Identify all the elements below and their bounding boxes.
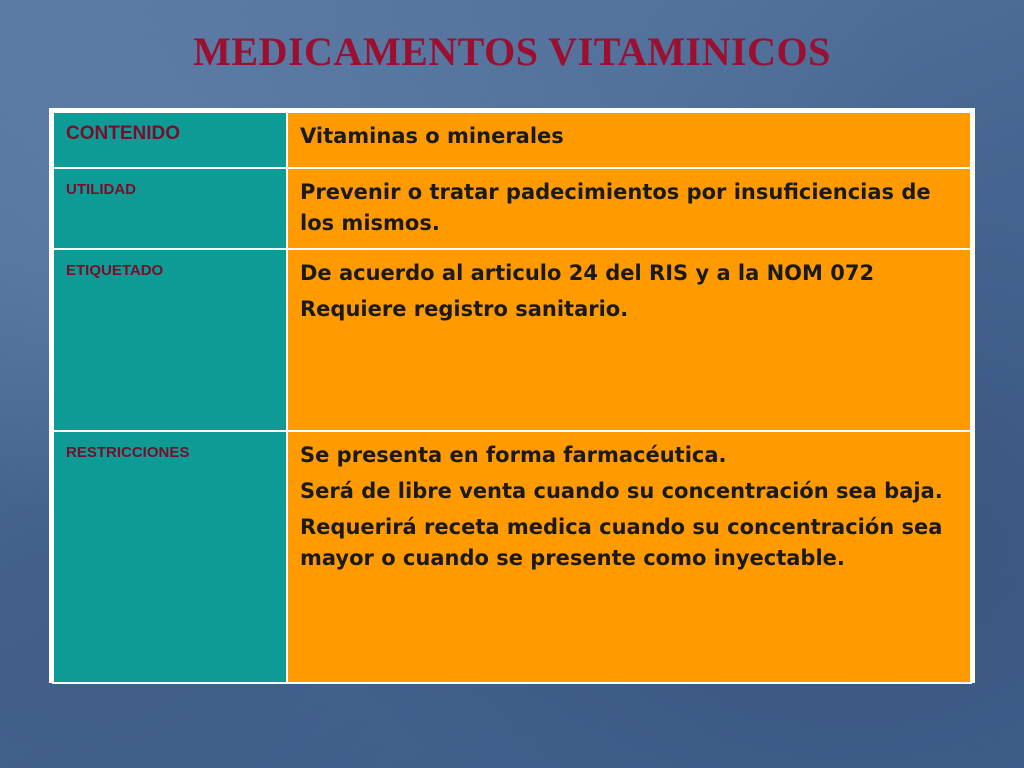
info-table	[52, 111, 972, 684]
row-value-line: De acuerdo al articulo 24 del RIS y a la NOM 072	[300, 261, 875, 285]
row-label: UTILIDAD	[66, 181, 136, 198]
row-label-cell	[53, 431, 287, 683]
row-label-cell	[53, 168, 287, 249]
row-value-line: Vitaminas o minerales	[300, 124, 564, 148]
table-row-restricciones	[53, 431, 971, 683]
row-label-cell	[53, 249, 287, 431]
table-row-utilidad	[53, 168, 971, 249]
row-label: RESTRICCIONES	[66, 444, 190, 461]
row-value-line: Prevenir o tratar padecimientos por insuficiencias de los mismos.	[300, 180, 931, 235]
table-row-etiquetado	[53, 249, 971, 431]
table-row-contenido	[53, 112, 971, 168]
row-value-line: Requerirá receta medica cuando su concentración sea mayor o cuando se presente como inyectable.	[300, 515, 943, 570]
row-value-line: Se presenta en forma farmacéutica.	[300, 443, 727, 467]
row-value-cell	[287, 249, 971, 431]
row-value-cell	[287, 431, 971, 683]
row-value-line: Será de libre venta cuando su concentración sea baja.	[300, 479, 943, 503]
row-value-line: Requiere registro sanitario.	[300, 297, 629, 321]
slide-title: MEDICAMENTOS VITAMINICOS	[193, 29, 831, 74]
row-label-cell	[53, 112, 287, 168]
row-label: CONTENIDO	[66, 123, 180, 144]
row-label: ETIQUETADO	[66, 262, 164, 279]
row-value-cell	[287, 112, 971, 168]
info-table-frame	[49, 108, 975, 683]
row-value-cell	[287, 168, 971, 249]
